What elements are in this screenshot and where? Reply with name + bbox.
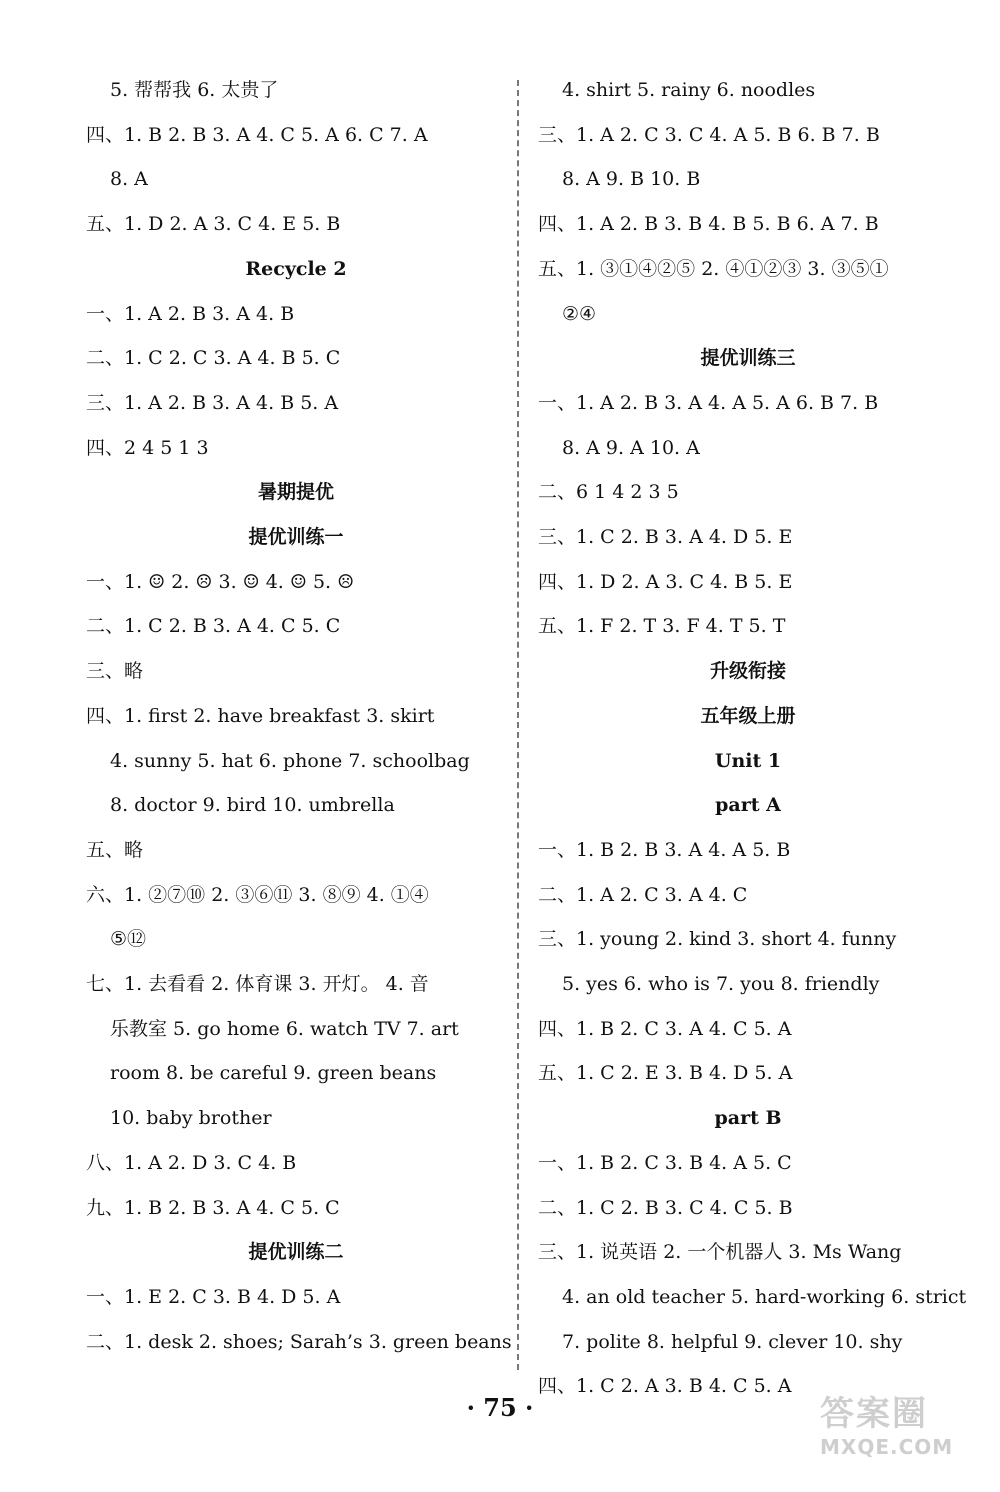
answer-line: 二、1. desk 2. shoes; Sarah’s 3. green beans <box>86 1330 512 1353</box>
answer-line: 二、1. C 2. C 3. A 4. B 5. C <box>86 347 341 370</box>
answer-line: 四、1. A 2. B 3. B 4. B 5. B 6. A 7. B <box>538 213 879 236</box>
section-heading: Recycle 2 <box>245 257 347 280</box>
answer-line: 五、1. ③①④②⑤ 2. ④①②③ 3. ③⑤① <box>538 257 889 280</box>
section-heading: Unit 1 <box>714 749 782 772</box>
answer-line: 二、1. A 2. C 3. A 4. C <box>538 883 748 906</box>
answer-line: 三、略 <box>86 660 144 683</box>
section-heading: 升级衔接 <box>709 660 786 683</box>
watermark-logo <box>820 1386 980 1476</box>
answer-line: 4. sunny 5. hat 6. phone 7. schoolbag <box>110 749 470 772</box>
answer-line: 九、1. B 2. B 3. A 4. C 5. C <box>86 1196 340 1219</box>
answer-line: 一、1. ☺ 2. ☹ 3. ☺ 4. ☺ 5. ☹ <box>86 570 355 593</box>
answer-line: 五、1. C 2. E 3. B 4. D 5. A <box>538 1062 793 1085</box>
answer-line: 三、1. young 2. kind 3. short 4. funny <box>538 928 897 951</box>
answer-line: 8. A 9. A 10. A <box>562 436 700 459</box>
answer-line: 四、1. C 2. A 3. B 4. C 5. A <box>538 1375 792 1398</box>
answer-line: 四、1. first 2. have breakfast 3. skirt <box>86 704 435 727</box>
answer-line: 一、1. A 2. B 3. A 4. B <box>86 302 295 325</box>
answer-line: 四、2 4 5 1 3 <box>86 436 209 459</box>
section-heading: 五年级上册 <box>700 704 796 727</box>
answer-line: 三、1. A 2. B 3. A 4. B 5. A <box>86 391 339 414</box>
answer-line: 5. 帮帮我 6. 太贵了 <box>110 79 279 101</box>
answer-line: 8. A 9. B 10. B <box>562 168 701 191</box>
watermark-url: MXQE.COM <box>820 1435 954 1459</box>
answer-line: 八、1. A 2. D 3. C 4. B <box>86 1151 297 1174</box>
answer-line: 三、1. 说英语 2. 一个机器人 3. Ms Wang <box>538 1241 902 1264</box>
answer-line: 10. baby brother <box>110 1107 272 1130</box>
section-heading: 暑期提优 <box>257 481 334 504</box>
answer-line: 五、1. F 2. T 3. F 4. T 5. T <box>538 615 786 638</box>
section-heading: 提优训练二 <box>248 1241 344 1264</box>
answer-line: 四、1. B 2. C 3. A 4. C 5. A <box>538 1017 792 1040</box>
section-heading: 提优训练三 <box>700 347 796 370</box>
answer-line: 七、1. 去看看 2. 体育课 3. 开灯。 4. 音 <box>86 973 429 995</box>
answer-line: 一、1. B 2. C 3. B 4. A 5. C <box>538 1151 792 1174</box>
answer-line: 一、1. A 2. B 3. A 4. A 5. A 6. B 7. B <box>538 391 879 414</box>
answer-line: 四、1. B 2. B 3. A 4. C 5. A 6. C 7. A <box>86 123 428 146</box>
answer-line: 8. A <box>110 168 148 191</box>
answer-line: 四、1. D 2. A 3. C 4. B 5. E <box>538 570 793 593</box>
answer-line: 4. shirt 5. rainy 6. noodles <box>562 79 816 101</box>
answer-line: 7. polite 8. helpful 9. clever 10. shy <box>562 1330 903 1353</box>
answer-line: room 8. be careful 9. green beans <box>110 1062 437 1085</box>
section-heading: part B <box>714 1107 782 1130</box>
answer-line: 五、1. D 2. A 3. C 4. E 5. B <box>86 213 341 236</box>
answer-line: ②④ <box>562 302 597 325</box>
watermark-text: 答案圈 <box>820 1394 928 1434</box>
page-number: · 75 · <box>466 1393 534 1422</box>
answer-line: 二、6 1 4 2 3 5 <box>538 481 679 504</box>
answer-line: 5. yes 6. who is 7. you 8. friendly <box>562 973 880 995</box>
answer-line: 4. an old teacher 5. hard-working 6. strict <box>562 1285 967 1308</box>
answer-line: 五、略 <box>86 838 144 861</box>
answer-line: 二、1. C 2. B 3. C 4. C 5. B <box>538 1196 793 1219</box>
answer-line: 二、1. C 2. B 3. A 4. C 5. C <box>86 615 341 638</box>
column-divider <box>517 80 519 1370</box>
section-heading: part A <box>715 794 781 817</box>
answer-line: 一、1. E 2. C 3. B 4. D 5. A <box>86 1285 341 1308</box>
answer-line: 三、1. A 2. C 3. C 4. A 5. B 6. B 7. B <box>538 123 880 146</box>
answer-line: 8. doctor 9. bird 10. umbrella <box>110 794 395 817</box>
answer-line: 六、1. ②⑦⑩ 2. ③⑥⑪ 3. ⑧⑨ 4. ①④ <box>86 883 429 906</box>
answer-line: 一、1. B 2. B 3. A 4. A 5. B <box>538 838 791 861</box>
answer-line: 三、1. C 2. B 3. A 4. D 5. E <box>538 526 793 548</box>
section-heading: 提优训练一 <box>248 526 344 548</box>
answer-line: ⑤⑫ <box>110 928 147 951</box>
answer-line: 乐教室 5. go home 6. watch TV 7. art <box>110 1017 459 1040</box>
